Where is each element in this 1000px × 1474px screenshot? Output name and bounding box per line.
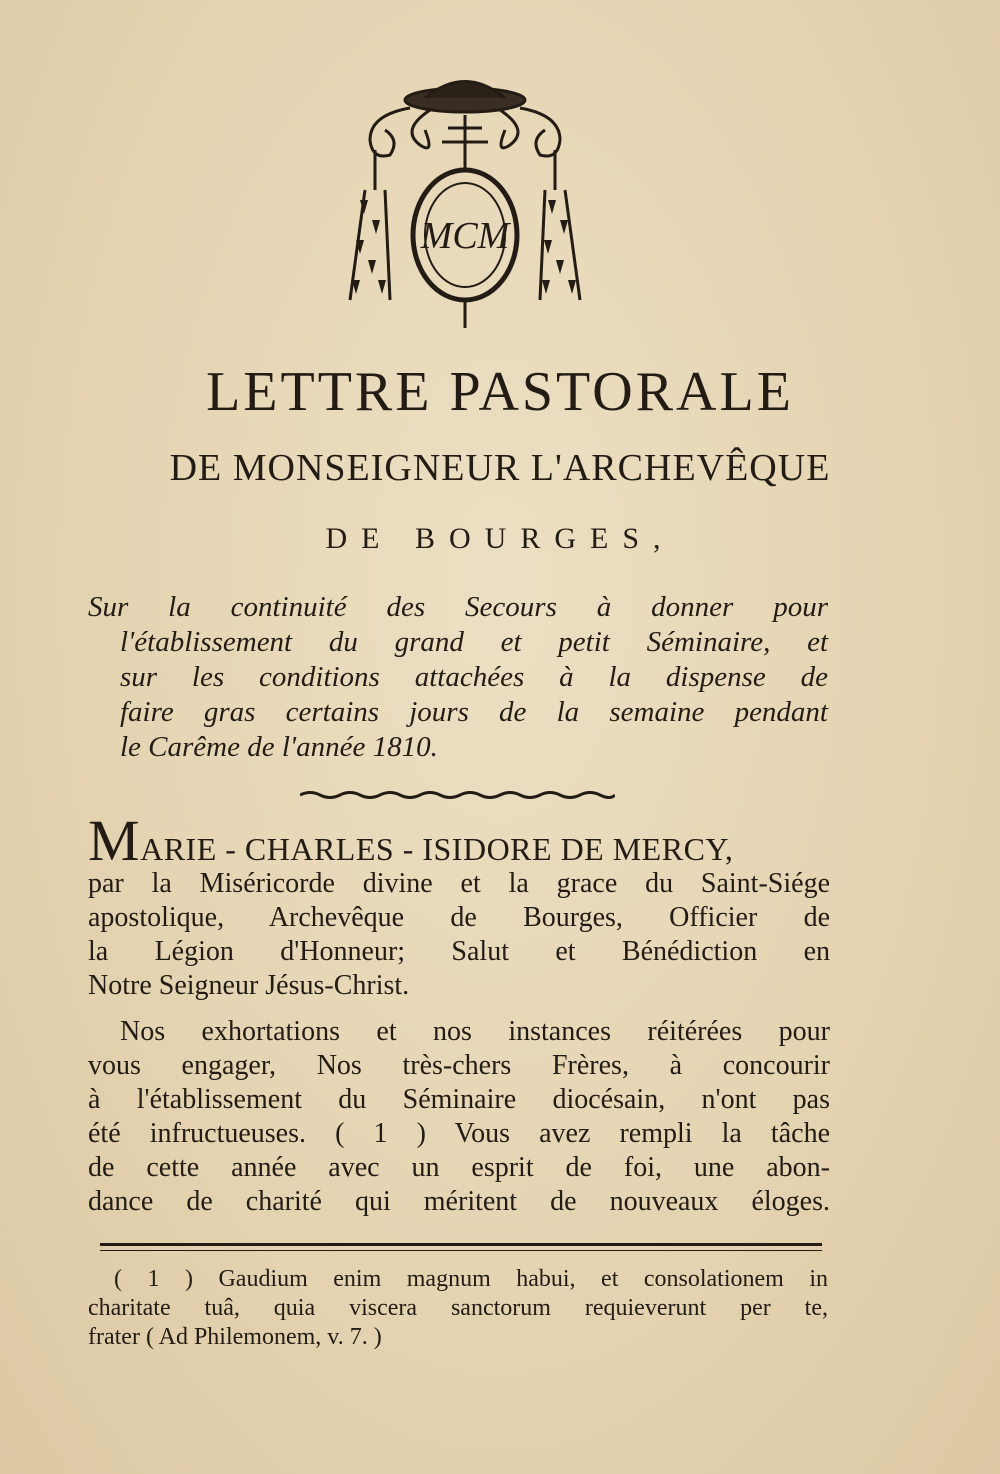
body-line: à l'établissement du Séminaire diocésain, n'ont pas xyxy=(88,1084,830,1115)
decorative-rule-icon xyxy=(300,790,615,800)
author-name: ARIE - CHARLES - ISIDORE DE MERCY, xyxy=(140,831,734,867)
footnote xyxy=(88,1265,828,1352)
opening-line xyxy=(88,808,830,873)
letter-body xyxy=(88,808,830,1219)
salutation-line: Notre Seigneur Jésus-Christ. xyxy=(88,970,410,1001)
body-paragraph xyxy=(88,1015,830,1219)
footnote-line: charitate tuâ, quia viscera sanctorum requieverunt per te, xyxy=(88,1295,828,1321)
summary-paragraph xyxy=(88,590,828,765)
body-line: vous engager, Nos très-chers Frères, à concourir xyxy=(88,1050,830,1081)
body-line: de cette année avec un esprit de foi, une abon- xyxy=(88,1152,830,1183)
document-city: DE BOURGES, xyxy=(325,522,675,555)
coat-of-arms-icon xyxy=(330,70,600,335)
footnote-line: frater ( Ad Philemonem, v. 7. ) xyxy=(88,1324,382,1350)
footnote-separator xyxy=(100,1243,822,1251)
document-title: LETTRE PASTORALE xyxy=(206,361,794,423)
summary-line: le Carême de l'année 1810. xyxy=(120,731,438,763)
summary-line: sur les conditions attachées à la dispense de xyxy=(120,661,828,693)
drop-cap: M xyxy=(88,808,141,873)
salutation-line: par la Miséricorde divine et la grace du Saint-Siége xyxy=(88,868,830,899)
salutation-line: apostolique, Archevêque de Bourges, Officier de xyxy=(88,902,830,933)
summary-line: l'établissement du grand et petit Séminaire, et xyxy=(120,626,828,658)
footnote-line: ( 1 ) Gaudium enim magnum habui, et consolationem in xyxy=(114,1266,828,1292)
document-subtitle: DE MONSEIGNEUR L'ARCHEVÊQUE xyxy=(169,447,831,489)
body-line: Nos exhortations et nos instances réitérées pour xyxy=(120,1016,830,1047)
summary-line: Sur la continuité des Secours à donner pour xyxy=(88,591,828,623)
body-line: été infructueuses. ( 1 ) Vous avez rempli la tâche xyxy=(88,1118,830,1149)
monogram: MCM xyxy=(420,215,510,257)
salutation-line: la Légion d'Honneur; Salut et Bénédiction en xyxy=(88,936,830,967)
summary-line: faire gras certains jours de la semaine pendant xyxy=(120,696,828,728)
body-line: dance de charité qui méritent de nouveaux éloges. xyxy=(88,1186,830,1217)
